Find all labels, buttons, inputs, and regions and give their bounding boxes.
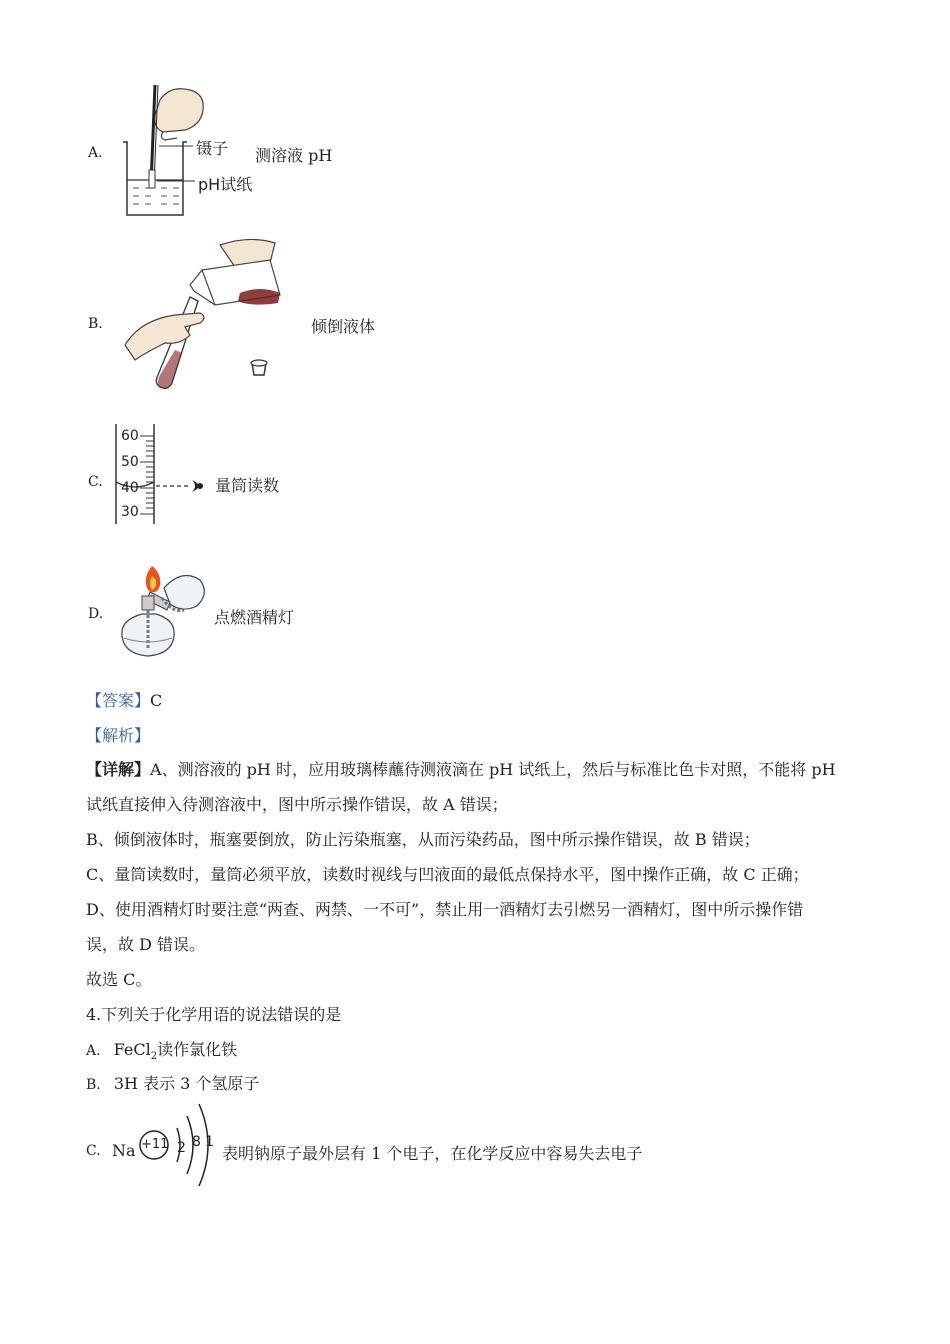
tweezers-label: 镊子 <box>196 139 229 158</box>
detail-text-1: A、测溶液的 pH 时，应用玻璃棒蘸待测液滴在 pH 试纸上，然后与标准比色卡对照，不能将 pH <box>150 760 836 779</box>
ph-paper-label: pH试纸 <box>198 175 253 194</box>
option-b-caption: 倾倒液体 <box>311 317 376 336</box>
detail-line-1 <box>86 757 836 780</box>
shell-2-count: 8 <box>192 1134 201 1150</box>
alcohol-lamp-illustration <box>112 558 212 663</box>
q4-option-b-letter: B. <box>86 1077 101 1093</box>
option-b-letter: B. <box>88 316 103 332</box>
tick-60: 60 <box>121 428 139 444</box>
option-a-letter: A. <box>88 145 103 161</box>
option-d-caption: 点燃酒精灯 <box>214 608 295 627</box>
detail-line-3: B、倾倒液体时，瓶塞要倒放，防止污染瓶塞，从而污染药品，图中所示操作错误，故 B 错误； <box>86 830 760 849</box>
nucleus-charge: +11 <box>141 1137 169 1152</box>
answer-value: C <box>150 691 163 710</box>
answer-line <box>86 688 162 711</box>
option-a-caption: 测溶液 pH <box>255 146 333 165</box>
q4-option-a-letter: A. <box>86 1043 101 1059</box>
analysis-tag: 【解析】 <box>86 726 151 745</box>
q4-option-a <box>86 1037 237 1062</box>
q4-option-a-subscript: 2 <box>150 1051 158 1063</box>
answer-tag: 【答案】 <box>86 691 151 710</box>
q4-option-b <box>86 1071 259 1094</box>
q4-option-b-text: 3H 表示 3 个氢原子 <box>113 1074 260 1093</box>
detail-tag: 【详解】 <box>86 760 151 779</box>
option-c-caption: 量筒读数 <box>215 476 280 495</box>
q4-option-c-letter: C. <box>86 1143 101 1159</box>
option-c-letter: C. <box>88 474 103 490</box>
option-d-letter: D. <box>88 606 104 622</box>
tick-50: 50 <box>121 454 139 470</box>
tick-40: 40 <box>121 480 139 496</box>
ph-test-illustration <box>115 80 260 220</box>
shell-1-count: 2 <box>177 1140 186 1156</box>
sodium-symbol: Na <box>112 1141 136 1160</box>
detail-line-4: C、量筒读数时，量筒必须平放，读数时视线与凹液面的最低点保持水平，图中操作正确，故 C 正确； <box>86 865 809 884</box>
conclusion-line: 故选 C。 <box>86 970 152 989</box>
q4-option-a-formula: FeCl <box>113 1040 151 1059</box>
tick-30: 30 <box>121 504 139 520</box>
q4-option-c-text: 表明钠原子最外层有 1 个电子，在化学反应中容易失去电子 <box>222 1144 643 1163</box>
shell-3-count: 1 <box>205 1134 214 1150</box>
detail-line-5: D、使用酒精灯时要注意“两查、两禁、一不可”，禁止用一酒精灯去引燃另一酒精灯，图中所示操作错 <box>86 900 804 919</box>
detail-line-6: 误，故 D 错误。 <box>86 935 206 954</box>
q4-option-a-text: 读作氯化铁 <box>157 1040 238 1059</box>
detail-line-2: 试纸直接伸入待测溶液中，图中所示操作错误，故 A 错误； <box>86 795 508 814</box>
question-4-stem: 4.下列关于化学用语的说法错误的是 <box>86 1005 342 1024</box>
pour-liquid-illustration <box>120 235 310 395</box>
